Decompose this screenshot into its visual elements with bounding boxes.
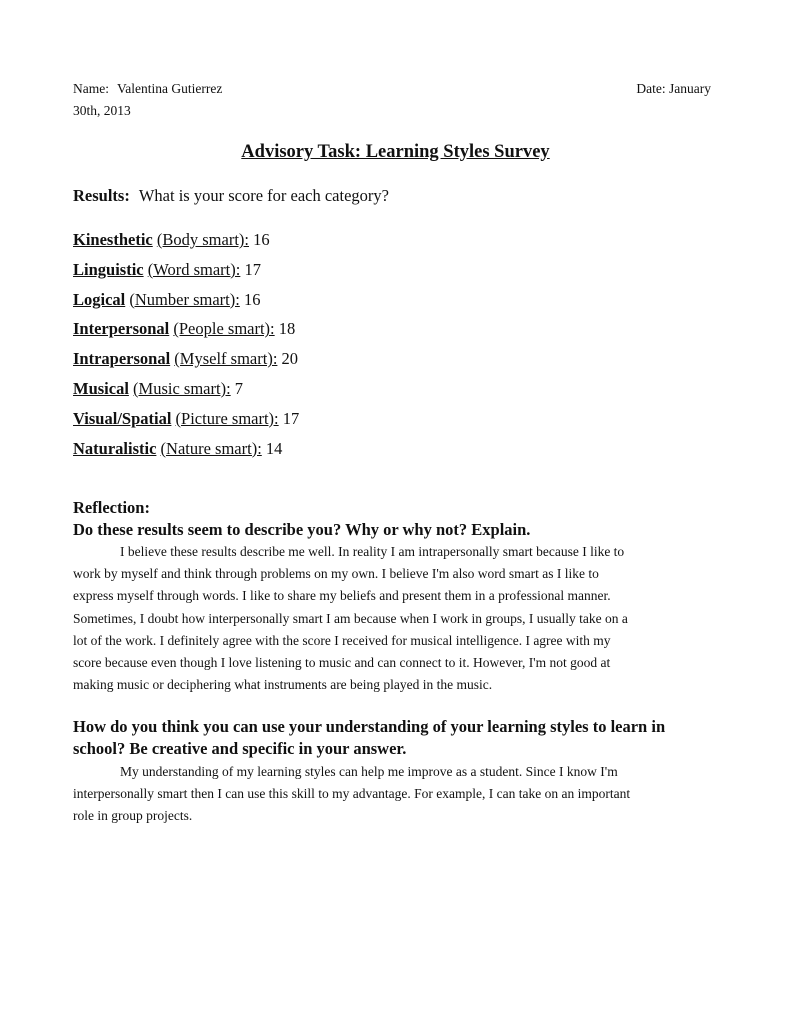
category-desc: (Number smart): xyxy=(129,289,240,309)
category-desc: (Myself smart): xyxy=(174,349,278,369)
category-desc: (Picture smart): xyxy=(175,408,279,428)
reflection-question-1: Do these results seem to describe you? Why or why not? Explain. xyxy=(73,520,531,539)
category-item-visual-spatial xyxy=(73,408,299,438)
category-score: 17 xyxy=(244,259,261,279)
category-score: 18 xyxy=(278,319,296,339)
category-name: Kinesthetic xyxy=(73,230,153,249)
category-score-list xyxy=(73,229,299,467)
question-line: How do you think you can use your understanding of your learning styles to learn in xyxy=(73,717,666,736)
category-desc: (Music smart): xyxy=(133,378,231,398)
category-score: 7 xyxy=(234,378,244,398)
category-score: 16 xyxy=(243,289,261,309)
reflection-answer-2 xyxy=(73,761,723,828)
category-item-logical xyxy=(73,289,299,319)
category-name: Visual/Spatial xyxy=(73,408,172,428)
category-name: Logical xyxy=(73,289,126,309)
name-label: Name: xyxy=(73,81,109,96)
answer-line-text: My understanding of my learning styles can help me improve as a student. Since I know I'm xyxy=(120,764,618,779)
date-value: 30th, 2013 xyxy=(73,103,131,118)
category-item-kinesthetic xyxy=(73,229,299,259)
category-name: Musical xyxy=(73,378,129,398)
category-desc: (Nature smart): xyxy=(160,438,262,458)
reflection-heading: Reflection: xyxy=(73,498,150,517)
category-score: 17 xyxy=(282,408,300,428)
category-desc: (People smart): xyxy=(173,319,275,339)
answer-line: work by myself and think through problems on my own. I believe I'm also word smart as I like to xyxy=(73,566,599,582)
answer-line-text: I believe these results describe me well. In reality I am intrapersonally smart because I like to xyxy=(120,544,625,559)
answer-line: lot of the work. I definitely agree with the score I received for musical intelligence. I agree with my xyxy=(73,632,611,648)
category-name: Intrapersonal xyxy=(73,349,171,369)
name-value: Valentina Gutierrez xyxy=(117,81,223,96)
category-score: 16 xyxy=(253,230,270,249)
answer-line: making music or deciphering what instruments are being played in the music. xyxy=(73,677,493,693)
results-prompt xyxy=(73,185,389,207)
page-title xyxy=(0,140,791,164)
category-desc: (Body smart): xyxy=(156,230,249,249)
category-desc: (Word smart): xyxy=(147,259,241,279)
answer-line: score because even though I love listening to music and can connect to it. However, I'm not good at xyxy=(73,655,611,671)
category-name: Interpersonal xyxy=(73,319,170,339)
category-name: Linguistic xyxy=(73,259,144,279)
answer-line: Sometimes, I doubt how interpersonally smart I am because when I work in groups, I usually take on a xyxy=(73,610,628,626)
answer-line: role in group projects. xyxy=(73,808,193,824)
name-field xyxy=(73,78,222,100)
answer-line xyxy=(73,541,723,563)
category-item-musical xyxy=(73,378,299,408)
category-score: 14 xyxy=(265,438,283,458)
results-label: Results: xyxy=(73,186,130,205)
category-score: 20 xyxy=(281,349,299,369)
question-line: school? Be creative and specific in your answer. xyxy=(73,739,407,758)
answer-line xyxy=(73,761,723,783)
answer-line: interpersonally smart then I can use this skill to my advantage. For example, I can take on an important xyxy=(73,786,631,802)
reflection-answer-1 xyxy=(73,541,723,696)
answer-line: express myself through words. I like to share my beliefs and present them in a professional manner. xyxy=(73,588,611,604)
page-title-text: Advisory Task: Learning Styles Survey xyxy=(241,142,550,162)
category-item-interpersonal xyxy=(73,318,299,348)
category-item-naturalistic xyxy=(73,438,299,468)
results-question: What is your score for each category? xyxy=(138,186,389,205)
header xyxy=(73,78,711,100)
reflection-question-2 xyxy=(73,716,665,760)
category-item-intrapersonal xyxy=(73,348,299,378)
date-label: Date: January xyxy=(636,81,711,96)
category-item-linguistic xyxy=(73,259,299,289)
category-name: Naturalistic xyxy=(73,438,157,458)
